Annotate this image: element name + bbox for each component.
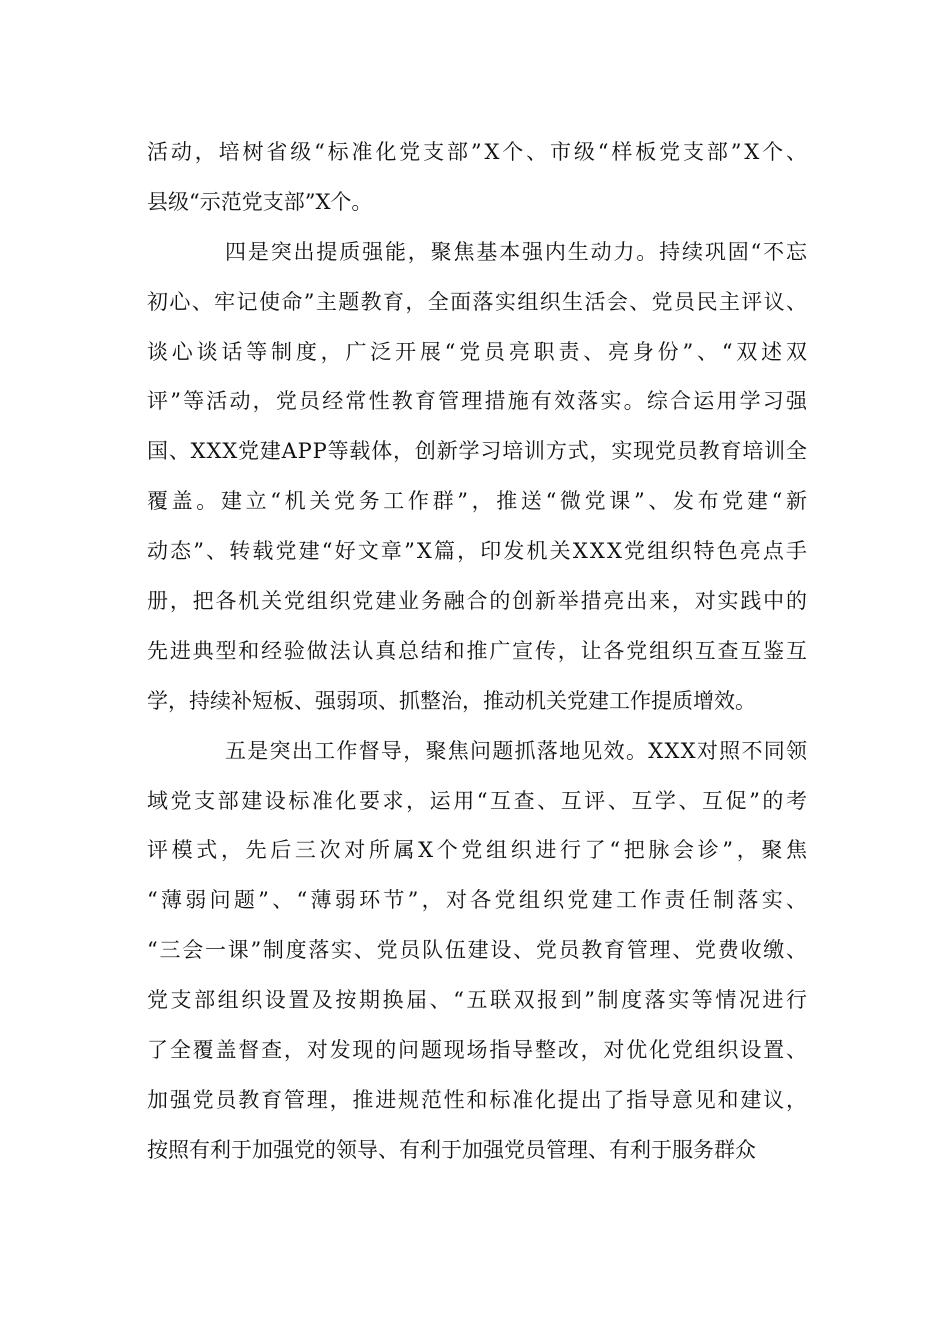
paragraph-start-line: 四是突出提质强能，聚焦基本强内生动力。持续巩固“不忘 <box>225 239 809 264</box>
text-line: 域党支部建设标准化要求，运用“互查、互评、互学、互促”的考 <box>147 788 810 813</box>
text-line: 评模式，先后三次对所属X个党组织进行了“把脉会诊”，聚焦 <box>147 838 811 863</box>
text-line: 加强党员教育管理，推进规范性和标准化提出了指导意见和建议， <box>147 1087 809 1112</box>
text-line: “薄弱问题”、“薄弱环节”，对各党组织党建工作责任制落实、 <box>147 888 811 913</box>
text-line: 先进典型和经验做法认真总结和推广宣传，让各党组织互查互鉴互 <box>147 638 809 663</box>
text-line: “三会一课”制度落实、党员队伍建设、党员教育管理、党费收缴、 <box>147 938 809 963</box>
text-line: 册，把各机关党组织党建业务融合的创新举措亮出来，对实践中的 <box>147 589 809 614</box>
text-line: 动态”、转载党建“好文章”X篇，印发机关XXX党组织特色亮点手 <box>147 539 810 564</box>
text-line: 学，持续补短板、强弱项、抓整治，推动机关党建工作提质增效。 <box>147 688 756 713</box>
text-line: 覆盖。建立“机关党务工作群”，推送“微党课”、发布党建“新 <box>147 489 811 514</box>
text-line: 了全覆盖督查，对发现的问题现场指导整改，对优化党组织设置、 <box>147 1038 809 1063</box>
text-line: 活动，培树省级“标准化党支部”X个、市级“样板党支部”X个、 <box>147 140 810 164</box>
text-line: 党支部组织设置及按期换届、“五联双报到”制度落实等情况进行 <box>147 988 810 1013</box>
text-line: 谈心谈话等制度，广泛开展“党员亮职责、亮身份”、“双述双 <box>147 339 811 364</box>
text-line: 初心、牢记使命”主题教育，全面落实组织生活会、党员民主评议、 <box>147 289 809 314</box>
text-line: 评”等活动，党员经常性教育管理措施有效落实。综合运用学习强 <box>147 389 810 414</box>
text-line: 县级“示范党支部”X个。 <box>147 189 373 214</box>
text-line: 按照有利于加强党的领导、有利于加强党员管理、有利于服务群众 <box>147 1137 756 1162</box>
document-body <box>147 128 811 1176</box>
paragraph-start-line: 五是突出工作督导，聚焦问题抓落地见效。XXX对照不同领 <box>225 738 809 763</box>
text-line: 国、XXX党建APP等载体，创新学习培训方式，实现党员教育培训全 <box>147 439 808 464</box>
